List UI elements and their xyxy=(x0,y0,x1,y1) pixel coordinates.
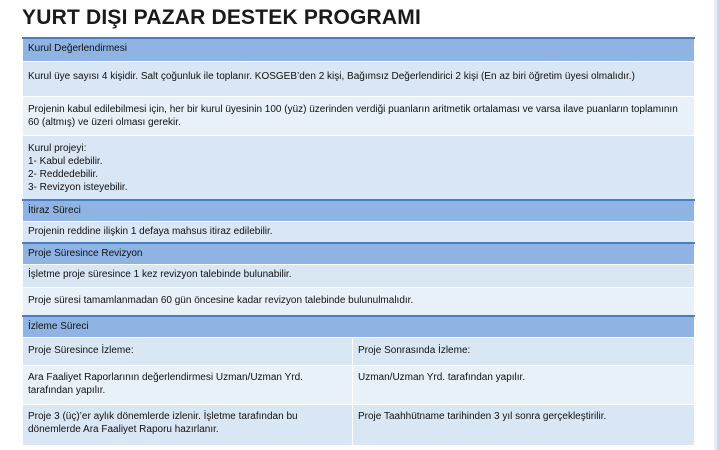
itiraz-text: Projenin reddine ilişkin 1 defaya mahsus itiraz edilebilir. xyxy=(23,222,695,244)
kurul-row-1 xyxy=(23,62,695,97)
kurul-decision-text: Kurul projeyi: 1- Kabul edebilir. 2- Reddedebilir. 3- Revizyon isteyebilir. xyxy=(23,136,695,201)
revizyon-text-2: Proje süresi tamamlanmadan 60 gün öncesine kadar revizyon talebinde bulunulmalıdır. xyxy=(23,288,695,317)
izleme-right-text-1: Uzman/Uzman Yrd. tarafından yapılır. xyxy=(353,366,695,405)
itiraz-row-1 xyxy=(23,222,695,244)
kurul-acceptance-text: Projenin kabul edilebilmesi için, her bir kurul üyesinin 100 (yüz) üzerinden verdiği puanların aritmetik ortalaması ve varsa ilave puanların toplamının 60 (altmış) ve üzeri olması gerekir. xyxy=(23,97,695,136)
kurul-members-text: Kurul üye sayısı 4 kişidir. Salt çoğunluk ile toplanır. KOSGEB’den 2 kişi, Bağımsız Değerlendirici 2 kişi (En az biri öğretim üyesi olmalıdır.) xyxy=(23,62,695,97)
izleme-row-1 xyxy=(23,366,695,405)
revizyon-header-row xyxy=(23,243,695,265)
section-header-itiraz: İtiraz Süreci xyxy=(23,200,695,222)
itiraz-header-row xyxy=(23,200,695,222)
revizyon-row-1 xyxy=(23,265,695,288)
program-table xyxy=(22,37,695,446)
izleme-left-text-2: Proje 3 (üç)’er aylık dönemlerde izlenir. İşletme tarafından bu dönemlerde Ara Faaliyet Raporu hazırlanır. xyxy=(23,405,353,446)
kurul-row-3 xyxy=(23,136,695,201)
izleme-row-2 xyxy=(23,405,695,446)
izleme-left-text-1: Ara Faaliyet Raporlarının değerlendirmesi Uzman/Uzman Yrd. tarafından yapılır. xyxy=(23,366,353,405)
izleme-header-row xyxy=(23,316,695,338)
section-header-izleme: İzleme Süreci xyxy=(23,316,695,338)
revizyon-text-1: İşletme proje süresince 1 kez revizyon talebinde bulunabilir. xyxy=(23,265,695,288)
kurul-header-row xyxy=(23,38,695,62)
revizyon-row-2 xyxy=(23,288,695,317)
izleme-right-text-2: Proje Taahhütname tarihinden 3 yıl sonra gerçekleştirilir. xyxy=(353,405,695,446)
section-header-revizyon: Proje Süresince Revizyon xyxy=(23,243,695,265)
section-header-kurul: Kurul Değerlendirmesi xyxy=(23,38,695,62)
page-title: YURT DIŞI PAZAR DESTEK PROGRAMI xyxy=(22,6,421,29)
izleme-subheader-row xyxy=(23,338,695,366)
izleme-left-header: Proje Süresince İzleme: xyxy=(23,338,353,366)
kurul-row-2 xyxy=(23,97,695,136)
izleme-right-header: Proje Sonrasında İzleme: xyxy=(353,338,695,366)
